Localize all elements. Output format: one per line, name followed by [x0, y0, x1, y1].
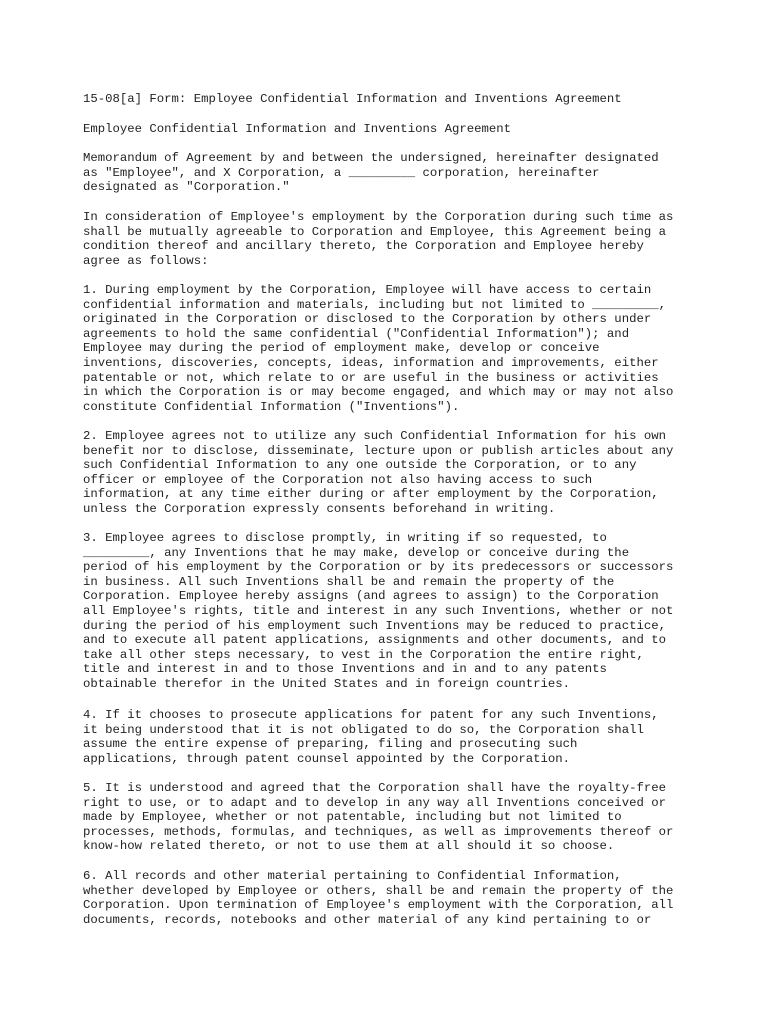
- preamble-paragraph: Memorandum of Agreement by and between the undersigned, hereinafter designated as "Employee", and X Corporation, a _________ corporation, hereinafter designated as "Corporation.": [83, 151, 659, 195]
- clause-4-paragraph: 4. If it chooses to prosecute applications for patent for any such Inventions, it being understood that it is not obligated to do so, the Corporation shall assume the entire expense of preparing, filing and prosecuting such applications, through patent counsel appointed by the Corporation.: [83, 708, 659, 766]
- clause-5-paragraph: 5. It is understood and agreed that the Corporation shall have the royalty-free right to use, or to adapt and to develop in any way all Inventions conceived or made by Employee, whether or not patentable, including but not limited to processes, methods, formulas, and techniques, as well as improvements thereof or know-how related thereto, or not to use them at all should it so choose.: [83, 781, 674, 854]
- form-title: 15-08[a] Form: Employee Confidential Information and Inventions Agreement: [83, 92, 622, 106]
- clause-2-paragraph: 2. Employee agrees not to utilize any such Confidential Information for his own benefit nor to disclose, disseminate, lecture upon or publish articles about any such Confidential Information to any one outside the Corporation, or to any officer or employee of the Corporation not also having access to such information, at any time either during or after employment by the Corporation, unless the Corporation expressly consents beforehand in writing.: [83, 429, 674, 516]
- consideration-paragraph: In consideration of Employee's employment by the Corporation during such time as shall be mutually agreeable to Corporation and Employee, this Agreement being a condition thereof and ancillary thereto, the Corporation and Employee hereby agree as follows:: [83, 210, 674, 268]
- clause-6-paragraph: 6. All records and other material pertaining to Confidential Information, whether developed by Employee or others, shall be and remain the property of the Corporation. Upon termination of Employee's employment with the Corporation, all documents, records, notebooks and other material of any kind pertaining to or: [83, 869, 674, 927]
- clause-1-paragraph: 1. During employment by the Corporation, Employee will have access to certain confidential information and materials, including but not limited to _________, originated in the Corporation or disclosed to the Corporation by others under agreements to hold the same confidential ("Confidential Information"); and Employee may during the period of employment make, develop or conceive inventions, discoveries, concepts, ideas, information and improvements, either patentable or not, which relate to or are useful in the business or activities in which the Corporation is or may become engaged, and which may or may not also constitute Confidential Information ("Inventions").: [83, 283, 674, 414]
- clause-3-paragraph: 3. Employee agrees to disclose promptly, in writing if so requested, to _________, any Inventions that he may make, develop or conceive during the period of his employment by the Corporation or by its predecessors or successors in business. All such Inventions shall be and remain the property of the Corporation. Employee hereby assigns (and agrees to assign) to the Corporation all Employee's rights, title and interest in any such Inventions, whether or not during the period of his employment such Inventions may be reduced to practice, and to execute all patent applications, assignments and other documents, and to take all other steps necessary, to vest in the Corporation the entire right, title and interest in and to those Inventions and in and to any patents obtainable therefor in the United States and in foreign countries.: [83, 531, 674, 691]
- agreement-heading: Employee Confidential Information and Inventions Agreement: [83, 122, 512, 136]
